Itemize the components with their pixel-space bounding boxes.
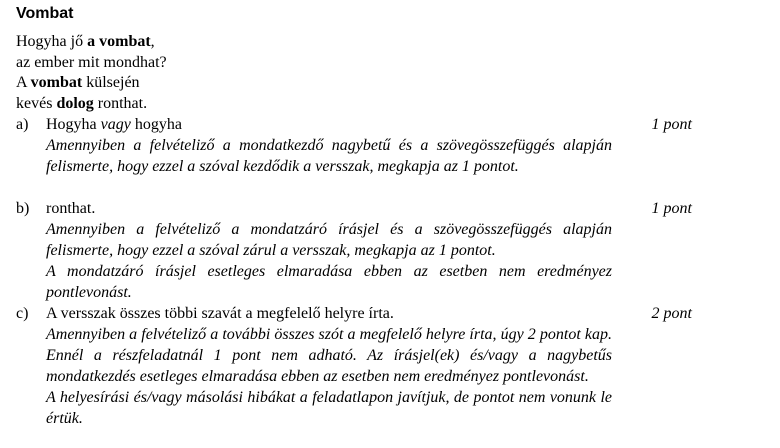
answer-italic-word: vagy	[100, 116, 131, 133]
answer-text: Hogyha	[46, 116, 101, 133]
poem-text: A	[16, 74, 31, 91]
poem-line-4	[16, 94, 167, 115]
note-paragraph: Amennyiben a felvételiző a mondatzáró írásjel és a szövegösszefüggés alapján felismerte, hogy ezzel a szóval zárul a versszak, megkapja az 1 pontot.	[46, 221, 612, 259]
answer-text: hogyha	[130, 116, 182, 133]
poem-stanza	[16, 32, 167, 114]
note-paragraph: Amennyiben a felvételiző a további összes szót a megfelelő helyre írta, úgy 2 pontot kap. Ennél a részfeladatnál 1 pont nem adható. Az írásjel(ek) és/vagy a nagybetűs mondatkezdés esetleges elmaradása ebben az esetben nem eredményez pontlevonást.	[46, 326, 612, 385]
poem-text: Hogyha jő	[16, 33, 88, 50]
poem-text: ,	[150, 33, 155, 50]
poem-bold-word: vombat	[30, 74, 83, 91]
item-note	[46, 135, 612, 177]
item-note	[46, 324, 612, 429]
poem-line-1	[16, 32, 167, 53]
item-note	[46, 219, 612, 303]
item-answer	[46, 114, 182, 135]
poem-text: ronthat.	[93, 94, 148, 112]
poem-line-3	[16, 73, 167, 94]
poem-text: külsején	[82, 74, 140, 91]
task-title: Vombat	[16, 5, 74, 22]
poem-bold-word: dolog	[56, 94, 94, 112]
note-paragraph: A mondatzáró írásjel esetleges elmaradása ebben az esetben nem eredményez pontlevonást.	[46, 263, 612, 301]
item-label: c)	[16, 305, 29, 322]
note-paragraph: A helyesírási és/vagy másolási hibákat a feladatlapon javítjuk, de pontot nem vonunk le értük.	[46, 389, 612, 427]
item-points: 1 pont	[651, 116, 692, 133]
poem-text: kevés	[16, 94, 57, 112]
item-answer: A versszak összes többi szavát a megfelelő helyre írta.	[46, 305, 394, 322]
item-points: 2 pont	[651, 305, 692, 322]
item-answer: ronthat.	[46, 200, 96, 217]
poem-text: az ember mit mondhat?	[16, 53, 167, 71]
poem-bold-word: a vombat	[87, 33, 151, 50]
item-label: a)	[16, 116, 29, 133]
item-label: b)	[16, 200, 30, 217]
note-paragraph: Amennyiben a felvételiző a mondatkezdő nagybetű és a szövegösszefüggés alapján felismerte, hogy ezzel a szóval kezdődik a versszak, megkapja az 1 pontot.	[46, 137, 612, 175]
item-points: 1 pont	[651, 200, 692, 217]
poem-line-2	[16, 53, 167, 74]
